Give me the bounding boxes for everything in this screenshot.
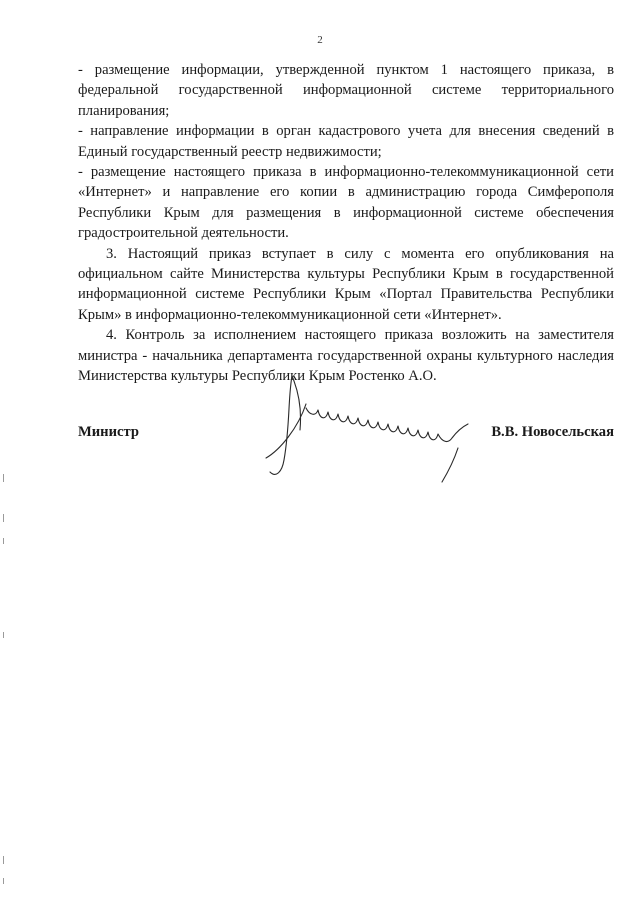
list-item: - размещение информации, утвержденной пунктом 1 настоящего приказа, в федеральной государственной информационной системе территориального планирования;	[78, 62, 614, 119]
scan-margin-mark	[3, 856, 4, 864]
scan-margin-mark	[3, 474, 4, 482]
page-number: 2	[317, 34, 323, 46]
scan-margin-mark	[3, 538, 4, 544]
signer-role: Министр	[78, 424, 139, 440]
list-item: - размещение настоящего приказа в информационно-телекоммуникационной сети «Интернет» и направление его копии в администрацию города Симферополя Республики Крым для размещения в информационной системе обеспечения градостроительной деятельности.	[78, 164, 614, 242]
scan-margin-mark	[3, 514, 4, 522]
document-body	[78, 60, 614, 387]
paragraph-3: 3. Настоящий приказ вступает в силу с момента его опубликования на официальном сайте Министерства культуры Республики Крым в государственной информационной системе Республики Крым «Портал Правительства Республики Крым» в информационно-телекоммуникационной сети «Интернет».	[78, 245, 614, 323]
signature-block	[78, 424, 614, 448]
list-item: - направление информации в орган кадастрового учета для внесения сведений в Единый государственный реестр недвижимости;	[78, 123, 614, 160]
signer-name: В.В. Новосельская	[491, 424, 614, 440]
paragraph-4: 4. Контроль за исполнением настоящего приказа возложить на заместителя министра - начальника департамента государственной охраны культурного наследия Министерства культуры Республики Крым Ростенко А.О.	[78, 327, 614, 385]
scan-margin-mark	[3, 632, 4, 638]
scan-margin-mark	[3, 878, 4, 884]
